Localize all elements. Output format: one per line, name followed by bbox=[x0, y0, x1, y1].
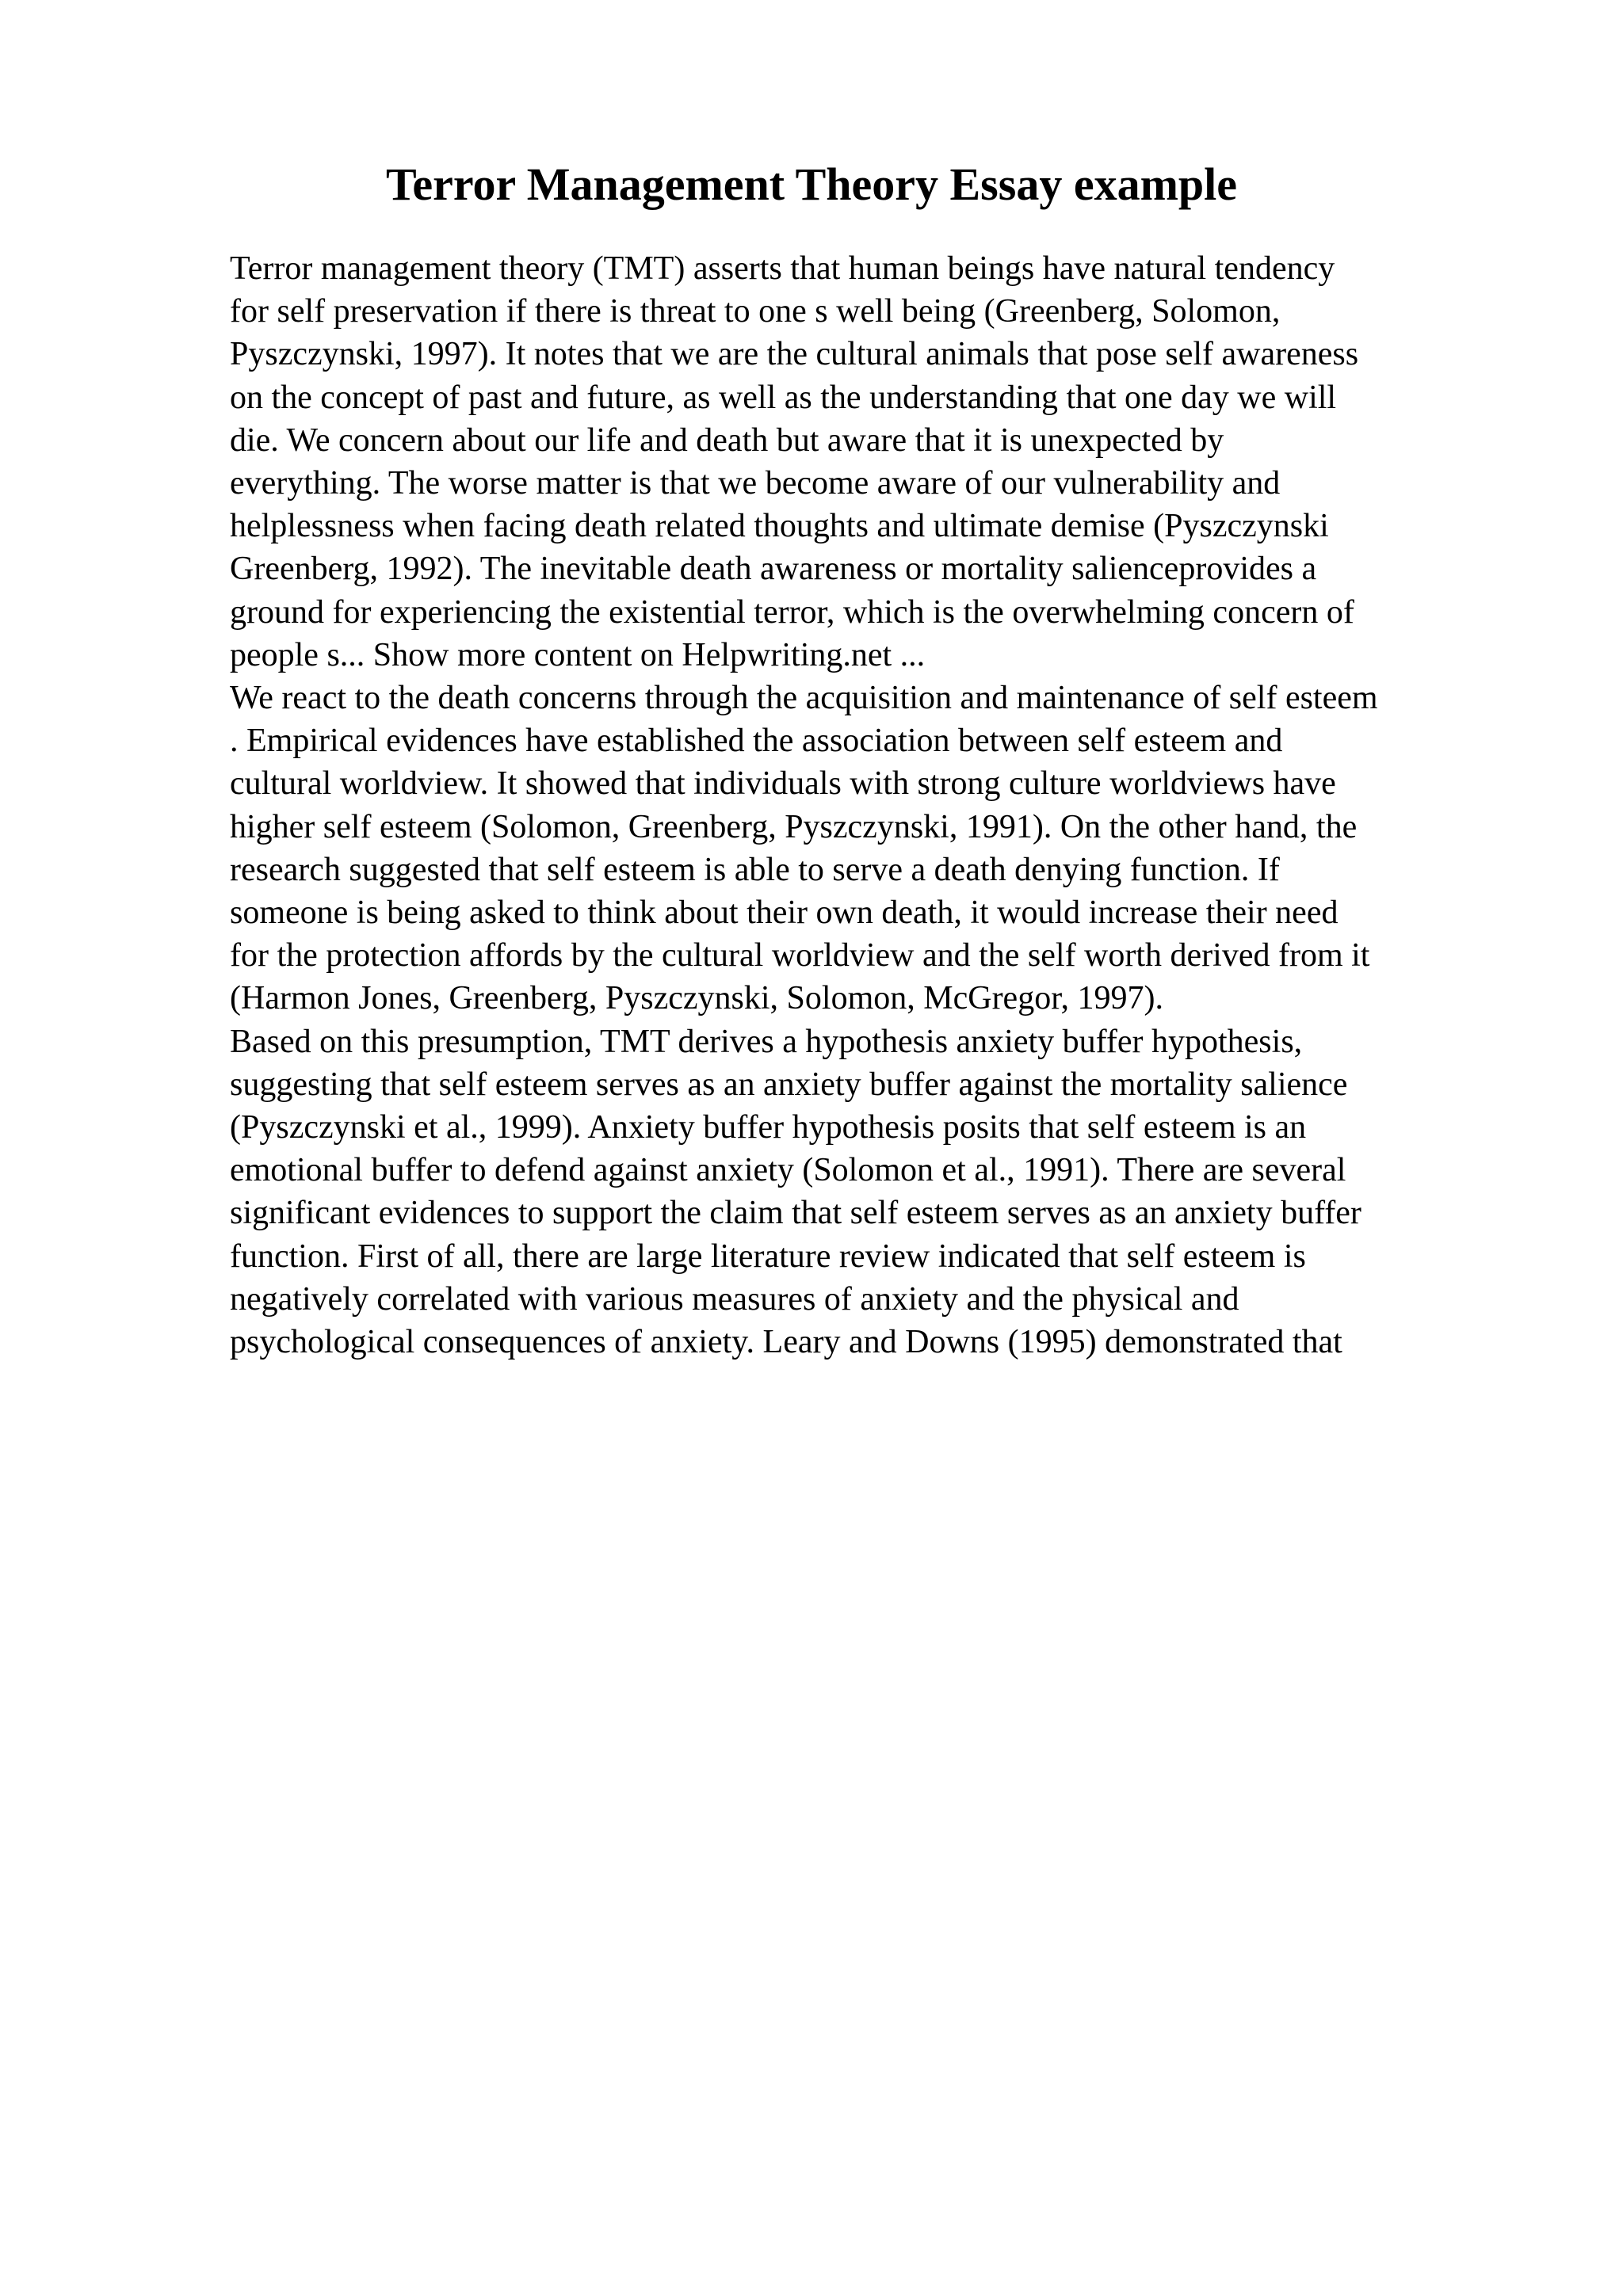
text-line: higher self esteem (Solomon, Greenberg, Pyszczynski, 1991). On the other hand, the bbox=[230, 808, 1358, 845]
text-line: Based on this presumption, TMT derives a hypothesis anxiety buffer hypothesis, bbox=[230, 1023, 1303, 1060]
text-line: for the protection affords by the cultural worldview and the self worth derived from it bbox=[230, 937, 1370, 974]
text-line: function. First of all, there are large literature review indicated that self esteem is bbox=[230, 1238, 1306, 1275]
text-line: (Harmon Jones, Greenberg, Pyszczynski, Solomon, McGregor, 1997). bbox=[230, 980, 1163, 1017]
text-line: psychological consequences of anxiety. Leary and Downs (1995) demonstrated that bbox=[230, 1324, 1342, 1361]
text-line: die. We concern about our life and death but aware that it is unexpected by bbox=[230, 421, 1224, 459]
text-line: emotional buffer to defend against anxiety (Solomon et al., 1991). There are several bbox=[230, 1152, 1346, 1189]
text-line: . Empirical evidences have established the association between self esteem and bbox=[230, 723, 1283, 760]
text-line: ground for experiencing the existential terror, which is the overwhelming concern of bbox=[230, 593, 1354, 631]
text-line: Greenberg, 1992). The inevitable death awareness or mortality salienceprovides a bbox=[230, 551, 1317, 588]
text-line: everything. The worse matter is that we become aware of our vulnerability and bbox=[230, 465, 1281, 502]
text-line: someone is being asked to think about their own death, it would increase their need bbox=[230, 894, 1338, 932]
text-line: cultural worldview. It showed that individuals with strong culture worldviews have bbox=[230, 765, 1336, 803]
text-line: We react to the death concerns through the acquisition and maintenance of self esteem bbox=[230, 680, 1378, 717]
essay-body bbox=[230, 247, 1561, 1363]
text-line: helplessness when facing death related thoughts and ultimate demise (Pyszczynski bbox=[230, 508, 1329, 545]
text-line: significant evidences to support the claim that self esteem serves as an anxiety buffer bbox=[230, 1195, 1361, 1232]
text-line: Pyszczynski, 1997). It notes that we are the cultural animals that pose self awareness bbox=[230, 336, 1359, 373]
text-line: people s... Show more content on Helpwriting.net ... bbox=[230, 636, 926, 673]
document-title: Terror Management Theory Essay example bbox=[386, 158, 1237, 210]
text-line: Terror management theory (TMT) asserts that human beings have natural tendency bbox=[230, 250, 1335, 287]
text-line: (Pyszczynski et al., 1999). Anxiety buffer hypothesis posits that self esteem is an bbox=[230, 1109, 1307, 1146]
text-line: suggesting that self esteem serves as an anxiety buffer against the mortality salience bbox=[230, 1066, 1348, 1103]
text-line: research suggested that self esteem is able to serve a death denying function. If bbox=[230, 851, 1280, 888]
text-line: on the concept of past and future, as well as the understanding that one day we will bbox=[230, 379, 1337, 416]
text-line: negatively correlated with various measures of anxiety and the physical and bbox=[230, 1280, 1239, 1318]
text-line: for self preservation if there is threat to one s well being (Greenberg, Solomon, bbox=[230, 293, 1281, 330]
